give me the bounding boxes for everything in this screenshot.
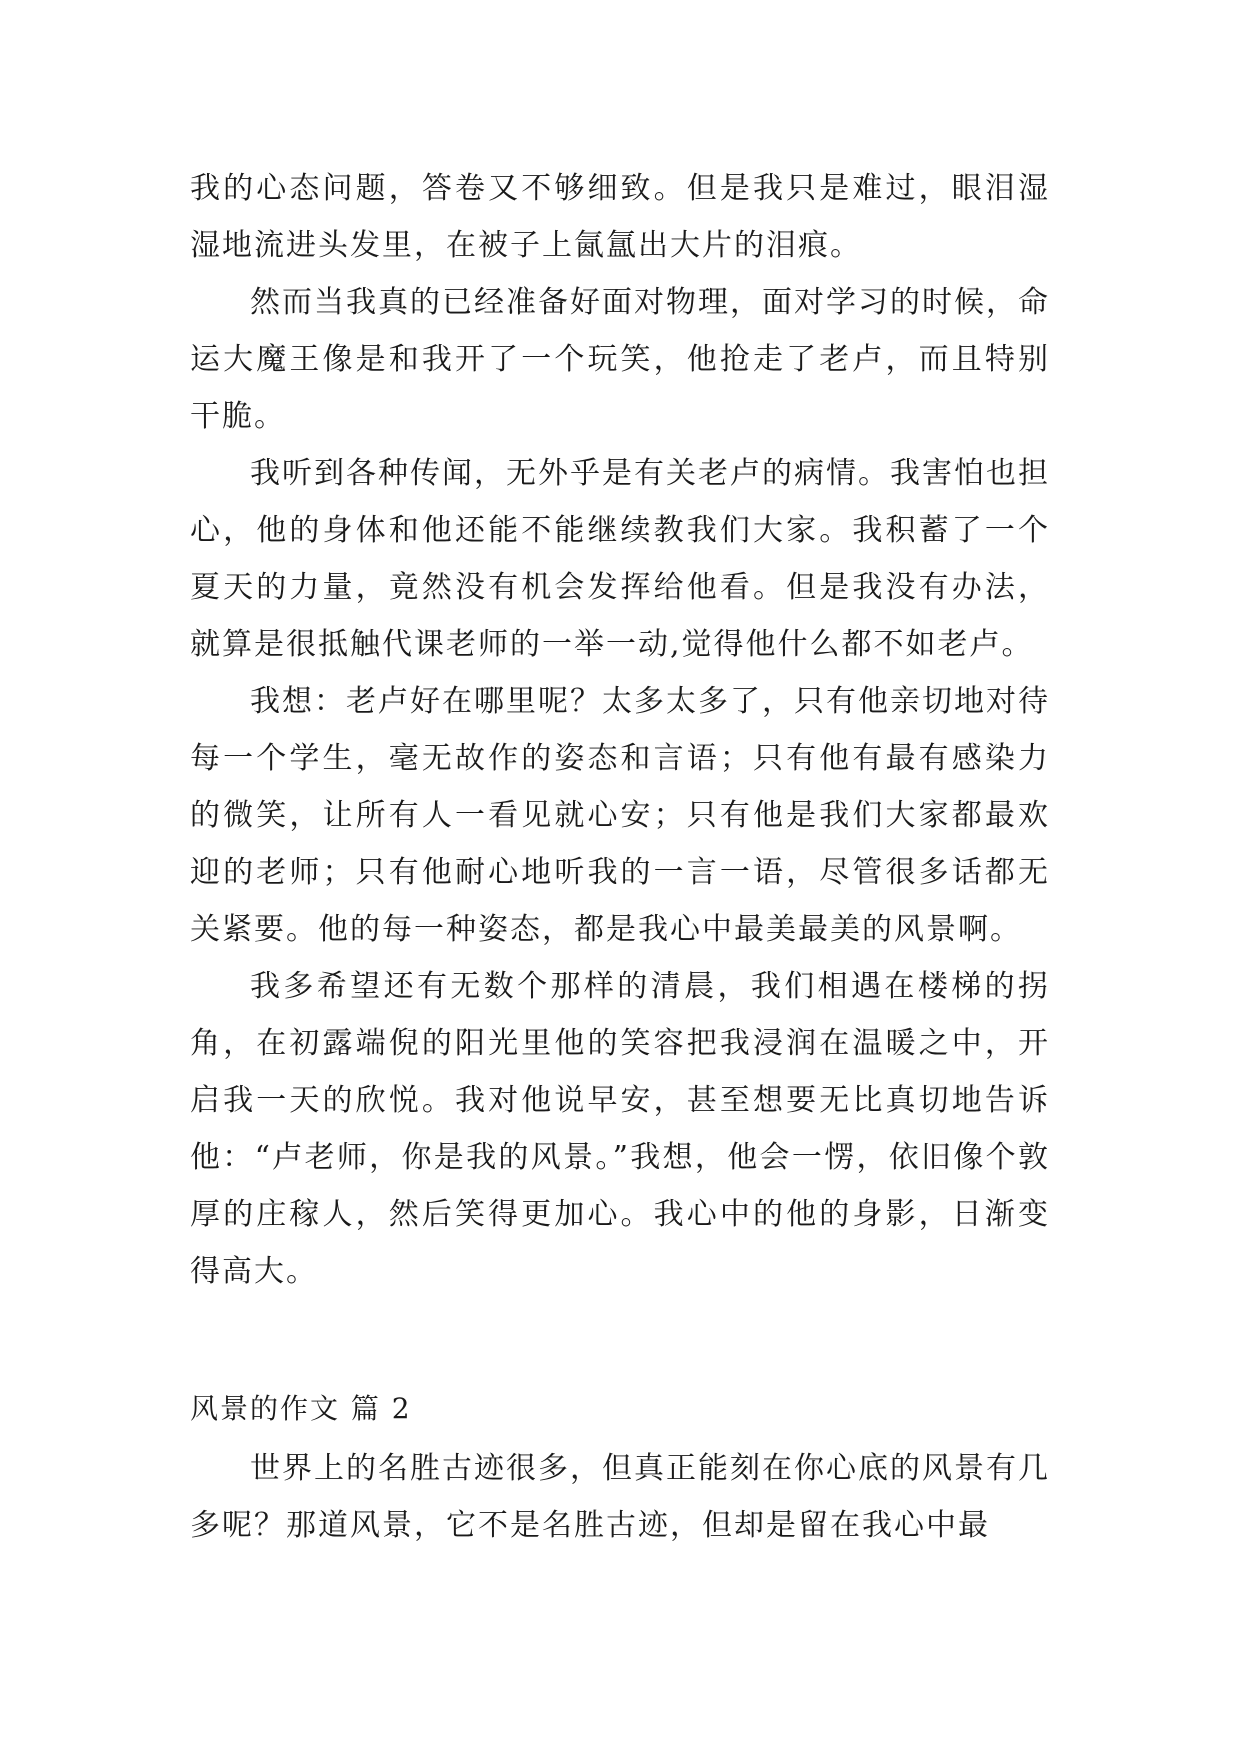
paragraph: 我的心态问题，答卷又不够细致。但是我只是难过，眼泪湿湿地流进头发里，在被子上氤氲出大片的泪痕。	[190, 171, 1050, 263]
paragraph: 我听到各种传闻，无外乎是有关老卢的病情。我害怕也担心，他的身体和他还能不能继续教我们大家。我积蓄了一个夏天的力量，竟然没有机会发挥给他看。但是我没有办法，就算是很抵触代课老师的一举一动,觉得他什么都不如老卢。	[190, 456, 1050, 662]
paragraph: 世界上的名胜古迹很多，但真正能刻在你心底的风景有几多呢？那道风景，它不是名胜古迹，但却是留在我心中最	[190, 1451, 1050, 1543]
article-body	[190, 160, 1050, 1300]
article-body-2	[190, 1440, 1050, 1554]
section-heading: 风景的作文 篇 2	[190, 1392, 412, 1425]
paragraph: 然而当我真的已经准备好面对物理，面对学习的时候，命运大魔王像是和我开了一个玩笑，他抢走了老卢，而且特别干脆。	[190, 285, 1050, 434]
paragraph: 我想：老卢好在哪里呢？太多太多了，只有他亲切地对待每一个学生，毫无故作的姿态和言语；只有他有最有感染力的微笑，让所有人一看见就心安；只有他是我们大家都最欢迎的老师；只有他耐心地听我的一言一语，尽管很多话都无关紧要。他的每一种姿态，都是我心中最美最美的风景啊。	[190, 684, 1050, 947]
paragraph: 我多希望还有无数个那样的清晨，我们相遇在楼梯的拐角，在初露端倪的阳光里他的笑容把我浸润在温暖之中，开启我一天的欣悦。我对他说早安，甚至想要无比真切地告诉他：“卢老师，你是我的风景。”我想，他会一愣，依旧像个敦厚的庄稼人，然后笑得更加心。我心中的他的身影，日渐变得高大。	[190, 969, 1050, 1289]
